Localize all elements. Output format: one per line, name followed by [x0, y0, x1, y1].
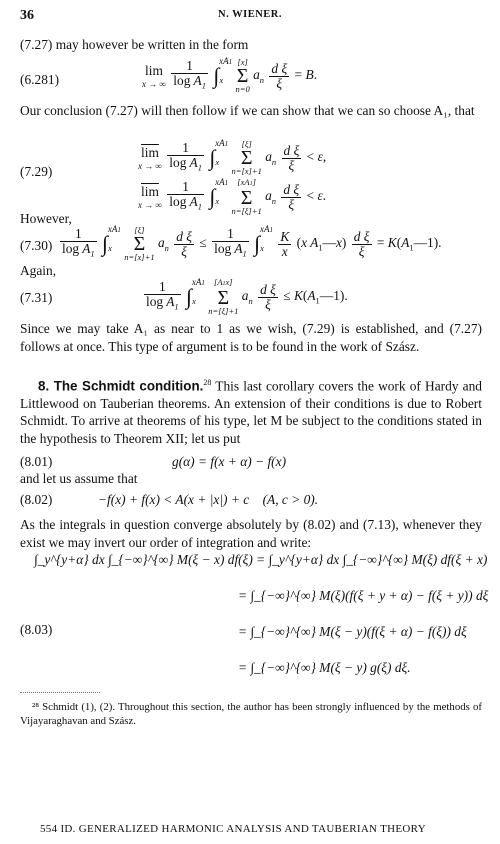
equation-number: (7.31) [20, 290, 53, 305]
equation-number: (8.01) [20, 454, 53, 469]
equation-number: (8.02) [20, 492, 53, 507]
page-number: 36 [20, 8, 34, 23]
equation-line-3: = ∫_{−∞}^{∞} M(ξ − y)(f(ξ + α) − f(ξ)) dξ [238, 624, 467, 639]
equation-7-30 [20, 223, 482, 266]
paragraph-4: Again, [20, 263, 57, 278]
section-heading: 8. The Schmidt condition. [38, 378, 204, 394]
paragraph-7: and let us assume that [20, 471, 138, 486]
equation-line-1: ∫_y^{y+α} dx ∫_{−∞}^{∞} M(ξ − x) df(ξ) = ∫_y^{y+α} dx ∫_{−∞}^{∞} M(ξ) df(ξ + x) [34, 552, 488, 567]
footnote-mark[interactable]: 28 [203, 378, 212, 387]
author-header: N. WIENER. [217, 9, 283, 20]
footnote-rule [20, 692, 100, 693]
equation-line-2: = ∫_{−∞}^{∞} M(ξ)(f(ξ + y + α) − f(ξ + y)) dξ [238, 588, 489, 603]
equation-8-02 [20, 492, 482, 510]
equation-line-a: $\overline{lim}$ x → ∞ $\frac{1}{\log A_1}$ $\int_x^{xA1}$ [ξ] Σ n=[x]+1 $a_n$ $\frac{\text{d ξ}}{\xi}$ < ε, [138, 137, 327, 176]
paragraph-8: As the integrals in question converge absolutely by (8.02) and (7.13), whenever they exist we may invert our order of integration and write: [20, 517, 482, 550]
equation-6-281 [20, 55, 482, 100]
paragraph-6 [20, 374, 482, 447]
equation-body: lim x → ∞ $\frac{1}{\log A_1}$ $\int_x^{xA1}$ [x] Σ n=0 $a_n$ $\frac{\text{d ξ}}{\xi}$ = B. [142, 55, 317, 94]
running-header [20, 8, 480, 24]
equation-line-4: = ∫_{−∞}^{∞} M(ξ − y) g(ξ) dξ. [238, 660, 411, 675]
paragraph-1: (7.27) may however be written in the form [20, 37, 249, 52]
equation-body: −f(x) + f(x) < A(x + |x|) + c (A, c > 0). [98, 492, 319, 507]
paragraph-3: However, [20, 211, 72, 226]
section-body: This last corollary covers the work of Hardy and Littlewood on Tauberian theorems. An extension of their conditions is due to Robert Schmidt. To arrive at theorems of his type, let M be subject to the conditions stated in the hypothesis to Theorem XII; let us put [20, 378, 482, 446]
equation-7-29 [20, 137, 482, 216]
page-footer: 554 ID. GENERALIZED HARMONIC ANALYSIS AND TAUBERIAN THEORY [40, 823, 426, 835]
equation-number: (6.281) [20, 72, 60, 87]
equation-number: (7.30) [20, 238, 53, 253]
equation-8-03 [20, 552, 489, 692]
equation-7-31 [20, 278, 482, 318]
equation-number: (8.03) [20, 622, 53, 637]
equation-body: g(α) = f(x + α) − f(x) [172, 454, 287, 469]
equation-number: (7.29) [20, 164, 53, 179]
footnote-28: ²⁸ Schmidt (1), (2). Throughout this section, the author has been strongly influenced by the methods of Vijayaraghavan and Szász. [20, 701, 482, 727]
equation-body: $\frac{1}{\log A_1}$ $\int_x^{xA1}$ [ξ] Σ n=[x]+1 $a_n$ $\frac{\text{d ξ}}{\xi}$ ≤ $\frac{1}{\log A_1}$ $\int_x^{xA1}$ $\frac{K}{x}$ (x $A_1—x$) $\frac{\text{d ξ}}{\xi}$ = $K(A_1—1)$. [62, 223, 442, 262]
equation-body: $\frac{1}{\log A_1}$ $\int_x^{xA1}$ [A1x] Σ n=[ξ]+1 $a_n$ $\frac{\text{d ξ}}{\xi}$ ≤ $K(A_1—1)$. [146, 276, 348, 316]
equation-line-b: $\overline{lim}$ x → ∞ $\frac{1}{\log A_1}$ $\int_x^{xA1}$ [xA1] Σ n=[ξ]+1 $a_n$ $\frac{\text{d ξ}}{\xi}$ < ε. [138, 176, 327, 216]
paragraph-5: Since we may take A₁ as near to 1 as we wish, (7.29) is established, and (7.27) follows at once. This type of argument is to be found in the work of Szász. [20, 321, 482, 354]
paragraph-2: Our conclusion (7.27) will then follow if we can show that we can so choose A₁, that [20, 103, 475, 118]
